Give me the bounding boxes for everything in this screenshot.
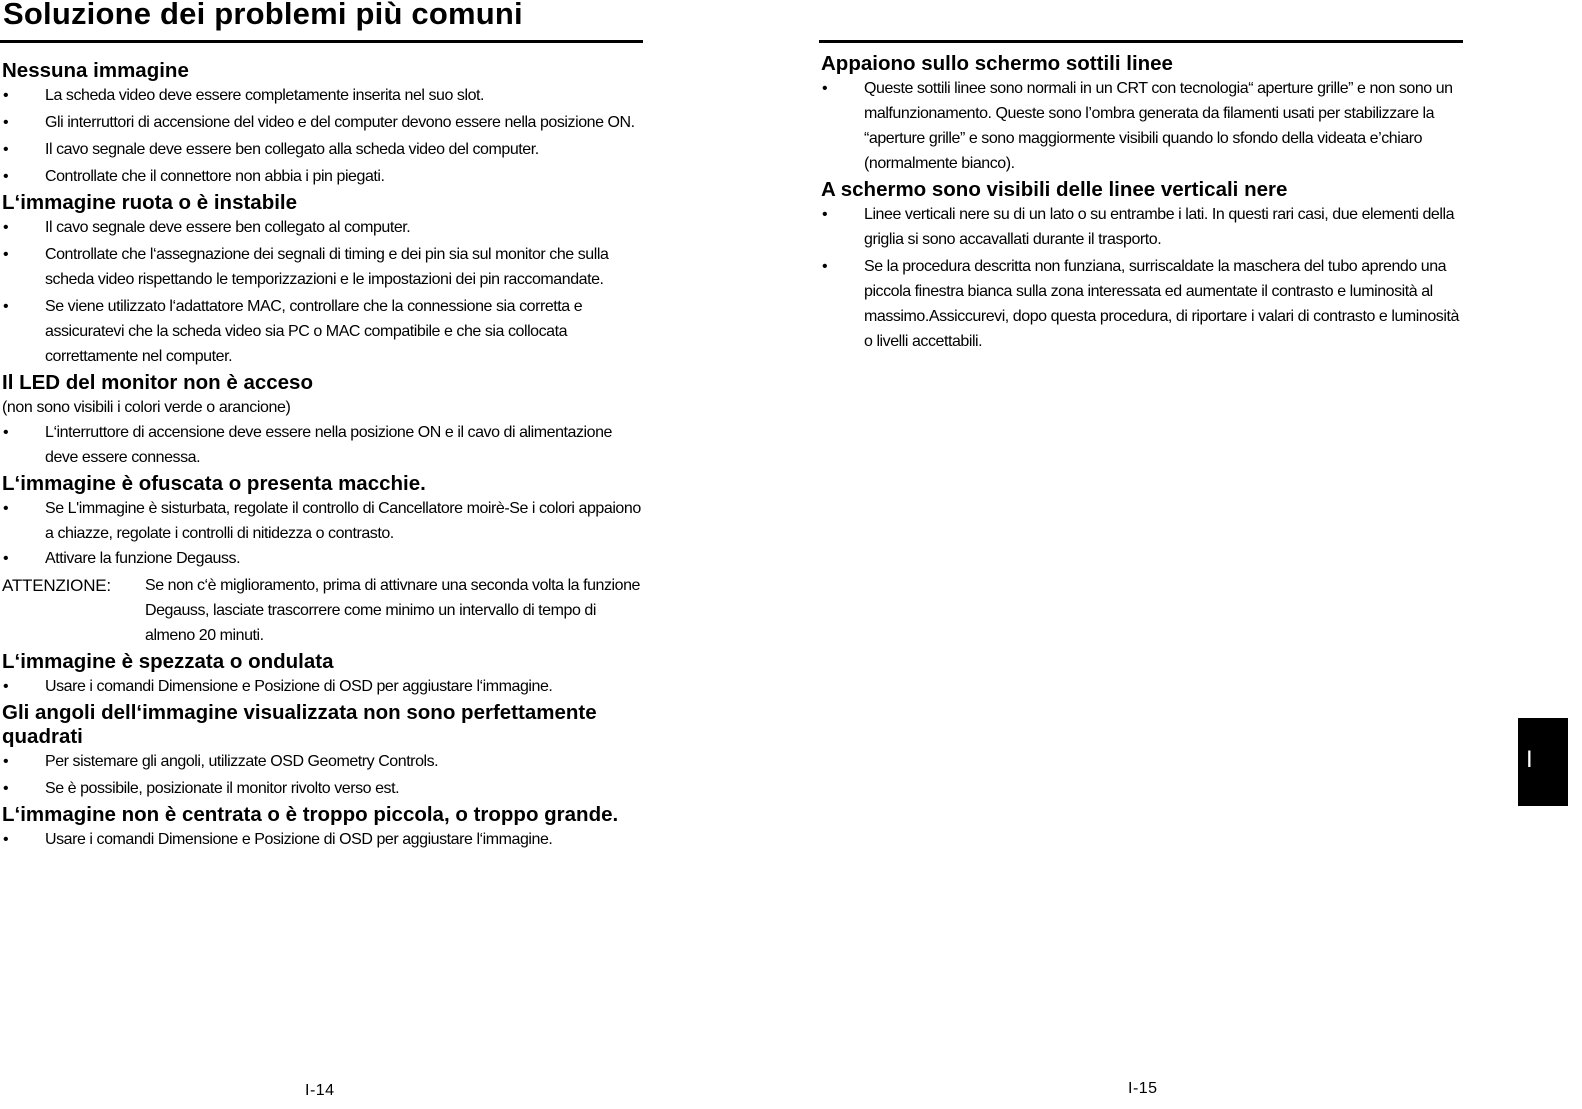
page-number-left: I-14 — [305, 1082, 335, 1099]
section-heading: L‘immagine non è centrata o è troppo piccola, o troppo grande. — [2, 803, 619, 826]
list-item-text: Linee verticali nere su di un lato o su entrambe i lati. In questi rari casi, due elementi della griglia si sono accavallati durante il trasporto. — [864, 206, 1455, 248]
attention-text: Se non c‘è miglioramento, prima di attivnare una seconda volta la funzione Degauss, lasciate trascorrere come minimo un intervallo di tempo di almeno 20 minuti. — [145, 577, 641, 644]
bullet-list — [2, 83, 647, 189]
section-heading: A schermo sono visibili delle linee verticali nere — [821, 178, 1288, 201]
list-item-text: Usare i comandi Dimensione e Posizione di OSD per aggiustare l‘immagine. — [45, 678, 553, 695]
left-column — [2, 57, 647, 854]
list-item — [2, 546, 647, 571]
list-item — [2, 110, 647, 135]
list-item — [821, 76, 1466, 176]
section-heading: Gli angoli dell‘immagine visualizzata non sono perfettamente quadrati — [2, 701, 597, 748]
list-item-text: Queste sottili linee sono normali in un CRT con tecnologia“ aperture grille” e non sono un malfunzionamento. Queste sono l’ombra generata da filamenti usati per stabilizzare la “aperture grille” e sono maggiormente visibili quando lo sfondo della videata e’chiaro (normalmente bianco). — [864, 80, 1453, 172]
list-item-text: L‘interruttore di accensione deve essere nella posizione ON e il cavo di alimentazione deve essere connessa. — [45, 424, 612, 466]
bullet-icon: • — [3, 753, 9, 770]
section-heading: Appaiono sullo schermo sottili linee — [821, 52, 1173, 75]
troubleshooting-section — [2, 191, 647, 369]
list-item-text: Se viene utilizzato l‘adattatore MAC, controllare che la connessione sia corretta e assicuratevi che la scheda video sia PC o MAC compatibile e che sia collocata correttamente nel computer. — [45, 298, 583, 365]
list-item-text: Per sistemare gli angoli, utilizzate OSD Geometry Controls. — [45, 753, 439, 770]
bullet-icon: • — [3, 424, 9, 441]
bullet-list — [2, 215, 647, 369]
list-item — [2, 242, 647, 292]
bullet-icon: • — [3, 168, 9, 185]
list-item — [2, 215, 647, 240]
troubleshooting-section — [2, 650, 647, 699]
bullet-icon: • — [3, 114, 9, 131]
bullet-icon: • — [3, 500, 9, 517]
list-item-text: Usare i comandi Dimensione e Posizione di OSD per aggiustare l‘immagine. — [45, 831, 553, 848]
list-item — [2, 164, 647, 189]
list-item-text: Se L'immagine è sisturbata, regolate il controllo di Cancellatore moirè-Se i colori appaiono a chiazze, regolate i controlli di nitidezza o contrasto. — [45, 500, 641, 542]
bullet-icon: • — [822, 206, 828, 223]
bullet-icon: • — [3, 141, 9, 158]
troubleshooting-section — [2, 803, 647, 852]
title-rule-right — [819, 40, 1463, 43]
section-heading: L‘immagine è spezzata o ondulata — [2, 650, 334, 673]
bullet-icon: • — [3, 831, 9, 848]
list-item — [2, 137, 647, 162]
attention-note — [2, 573, 647, 648]
bullet-icon: • — [822, 80, 828, 97]
list-item-text: Controllate che il connettore non abbia i pin piegati. — [45, 168, 385, 185]
bullet-icon: • — [3, 246, 9, 263]
troubleshooting-section — [821, 52, 1466, 176]
bullet-icon: • — [3, 219, 9, 236]
list-item — [2, 83, 647, 108]
bullet-list — [2, 827, 647, 852]
list-item-text: Il cavo segnale deve essere ben collegato al computer. — [45, 219, 411, 236]
list-item-text: Gli interruttori di accensione del video e del computer devono essere nella posizione ON. — [45, 114, 635, 131]
list-item-text: Se è possibile, posizionate il monitor rivolto verso est. — [45, 780, 400, 797]
troubleshooting-section — [2, 701, 647, 801]
bullet-icon: • — [822, 258, 828, 275]
title-rule-left — [0, 40, 643, 43]
section-heading: L‘immagine è ofuscata o presenta macchie. — [2, 472, 426, 495]
section-subtitle: (non sono visibili i colori verde o arancione) — [2, 399, 291, 416]
bullet-list — [2, 674, 647, 699]
list-item — [2, 674, 647, 699]
list-item-text: Attivare la funzione Degauss. — [45, 550, 241, 567]
section-heading: Il LED del monitor non è acceso — [2, 371, 313, 394]
bullet-icon: • — [3, 298, 9, 315]
list-item — [821, 202, 1466, 252]
bullet-list — [821, 76, 1466, 176]
bullet-icon: • — [3, 678, 9, 695]
bullet-list — [821, 202, 1466, 354]
bullet-list — [2, 420, 647, 470]
troubleshooting-section — [2, 472, 647, 648]
troubleshooting-section — [2, 371, 647, 470]
section-heading: L‘immagine ruota o è instabile — [2, 191, 298, 214]
right-column — [821, 50, 1466, 356]
list-item — [2, 749, 647, 774]
troubleshooting-section — [2, 59, 647, 189]
list-item-text: Controllate che l‘assegnazione dei segnali di timing e dei pin sia sul monitor che sulla scheda video rispettando le temporizzazioni e le impostazioni dei pin raccomandate. — [45, 246, 609, 288]
list-item — [2, 294, 647, 369]
bullet-icon: • — [3, 780, 9, 797]
list-item — [2, 496, 647, 546]
attention-label: ATTENZIONE: — [2, 576, 111, 595]
troubleshooting-section — [821, 178, 1466, 354]
list-item-text: La scheda video deve essere completamente inserita nel suo slot. — [45, 87, 485, 104]
list-item — [2, 420, 647, 470]
page-title: Soluzione dei problemi più comuni — [3, 0, 523, 31]
list-item — [2, 776, 647, 801]
section-heading: Nessuna immagine — [2, 59, 189, 82]
bullet-list — [2, 749, 647, 801]
list-item — [821, 254, 1466, 354]
page-number-right: I-15 — [1128, 1080, 1158, 1097]
bullet-icon: • — [3, 87, 9, 104]
language-side-tab — [1518, 718, 1568, 806]
list-item-text: Se la procedura descritta non funziana, surriscaldate la maschera del tubo aprendo una piccola finestra bianca sulla zona interessata ed aumentate il contrasto e luminosità al massimo.Assiccurevi, dopo questa procedura, di riportare i valari di contrasto e luminosità o livelli accettabili. — [864, 258, 1459, 350]
bullet-list — [2, 496, 647, 571]
list-item-text: Il cavo segnale deve essere ben collegato alla scheda video del computer. — [45, 141, 539, 158]
bullet-icon: • — [3, 550, 9, 567]
side-tab-label: I — [1526, 746, 1533, 773]
list-item — [2, 827, 647, 852]
